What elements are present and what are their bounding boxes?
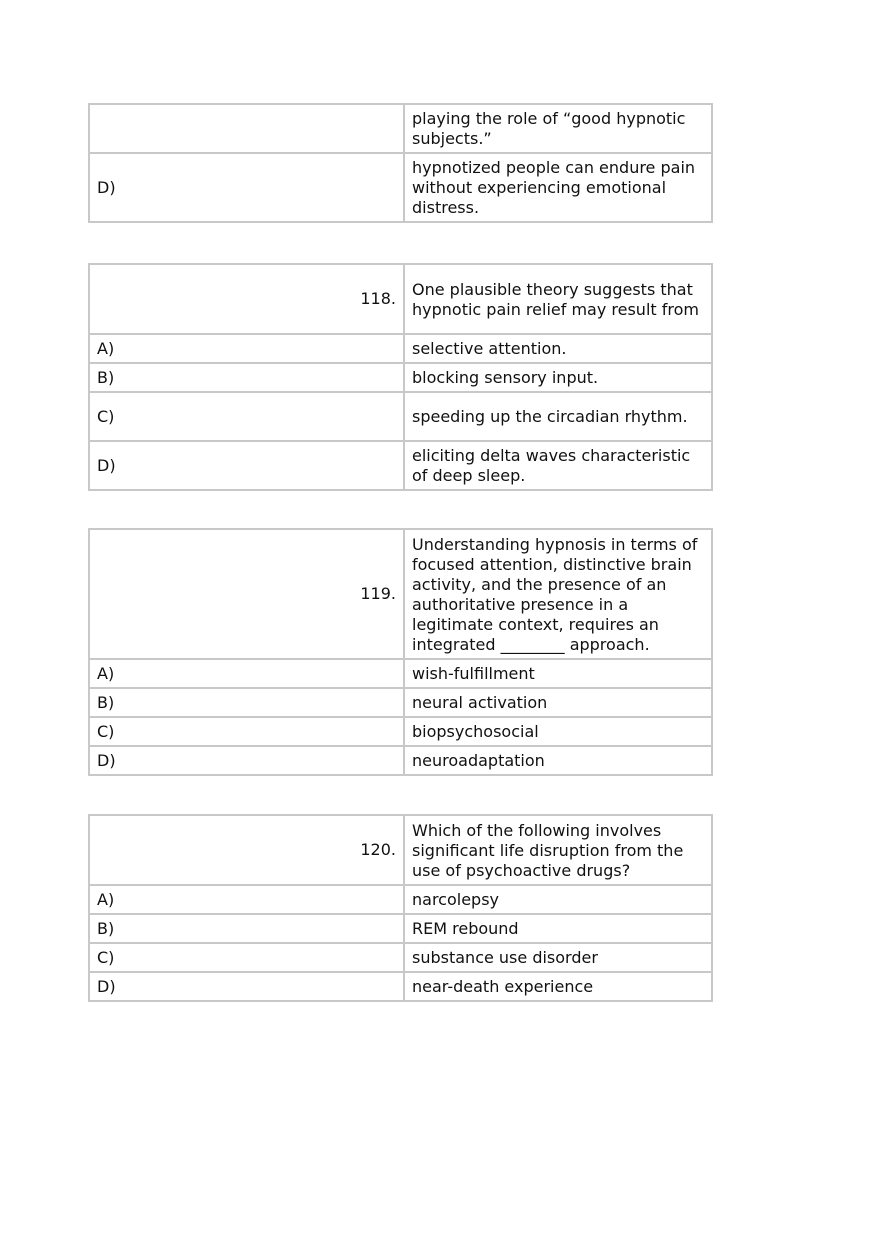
option-label: D) [89,441,404,490]
option-text: eliciting delta waves characteristic of deep sleep. [404,441,712,490]
question-119-table [88,528,713,776]
option-row [89,392,712,441]
question-117-continued-table [88,103,713,223]
option-row [89,746,712,775]
option-label: C) [89,717,404,746]
option-text: hypnotized people can endure pain without experiencing emotional distress. [404,153,712,222]
option-text: neuroadaptation [404,746,712,775]
question-118-table [88,263,713,491]
question-row [89,815,712,885]
question-text: One plausible theory suggests that hypnotic pain relief may result from [404,264,712,334]
option-text: neural activation [404,688,712,717]
option-text: REM rebound [404,914,712,943]
option-row [89,688,712,717]
question-number: 119. [89,529,404,659]
option-row [89,334,712,363]
question-number: 118. [89,264,404,334]
option-label: D) [89,746,404,775]
option-row [89,717,712,746]
question-text: Which of the following involves significant life disruption from the use of psychoactive drugs? [404,815,712,885]
option-text: playing the role of “good hypnotic subjects.” [404,104,712,153]
option-label: B) [89,914,404,943]
option-row [89,659,712,688]
option-text: selective attention. [404,334,712,363]
option-label: A) [89,885,404,914]
option-text: narcolepsy [404,885,712,914]
option-text: near-death experience [404,972,712,1001]
question-row [89,529,712,659]
question-120-table [88,814,713,1002]
option-row [89,441,712,490]
option-text: substance use disorder [404,943,712,972]
option-label: D) [89,972,404,1001]
option-row [89,914,712,943]
option-text: speeding up the circadian rhythm. [404,392,712,441]
option-label: C) [89,943,404,972]
option-text: biopsychosocial [404,717,712,746]
option-row [89,153,712,222]
option-label: B) [89,688,404,717]
option-row [89,104,712,153]
question-text: Understanding hypnosis in terms of focused attention, distinctive brain activity, and the presence of an authoritative presence in a legitimate context, requires an integrated ________ approach. [404,529,712,659]
question-row [89,264,712,334]
option-row [89,943,712,972]
option-label: A) [89,659,404,688]
option-label [89,104,404,153]
option-label: D) [89,153,404,222]
option-label: A) [89,334,404,363]
option-row [89,363,712,392]
option-label: C) [89,392,404,441]
option-row [89,885,712,914]
option-text: blocking sensory input. [404,363,712,392]
option-label: B) [89,363,404,392]
option-text: wish-fulfillment [404,659,712,688]
option-row [89,972,712,1001]
question-number: 120. [89,815,404,885]
